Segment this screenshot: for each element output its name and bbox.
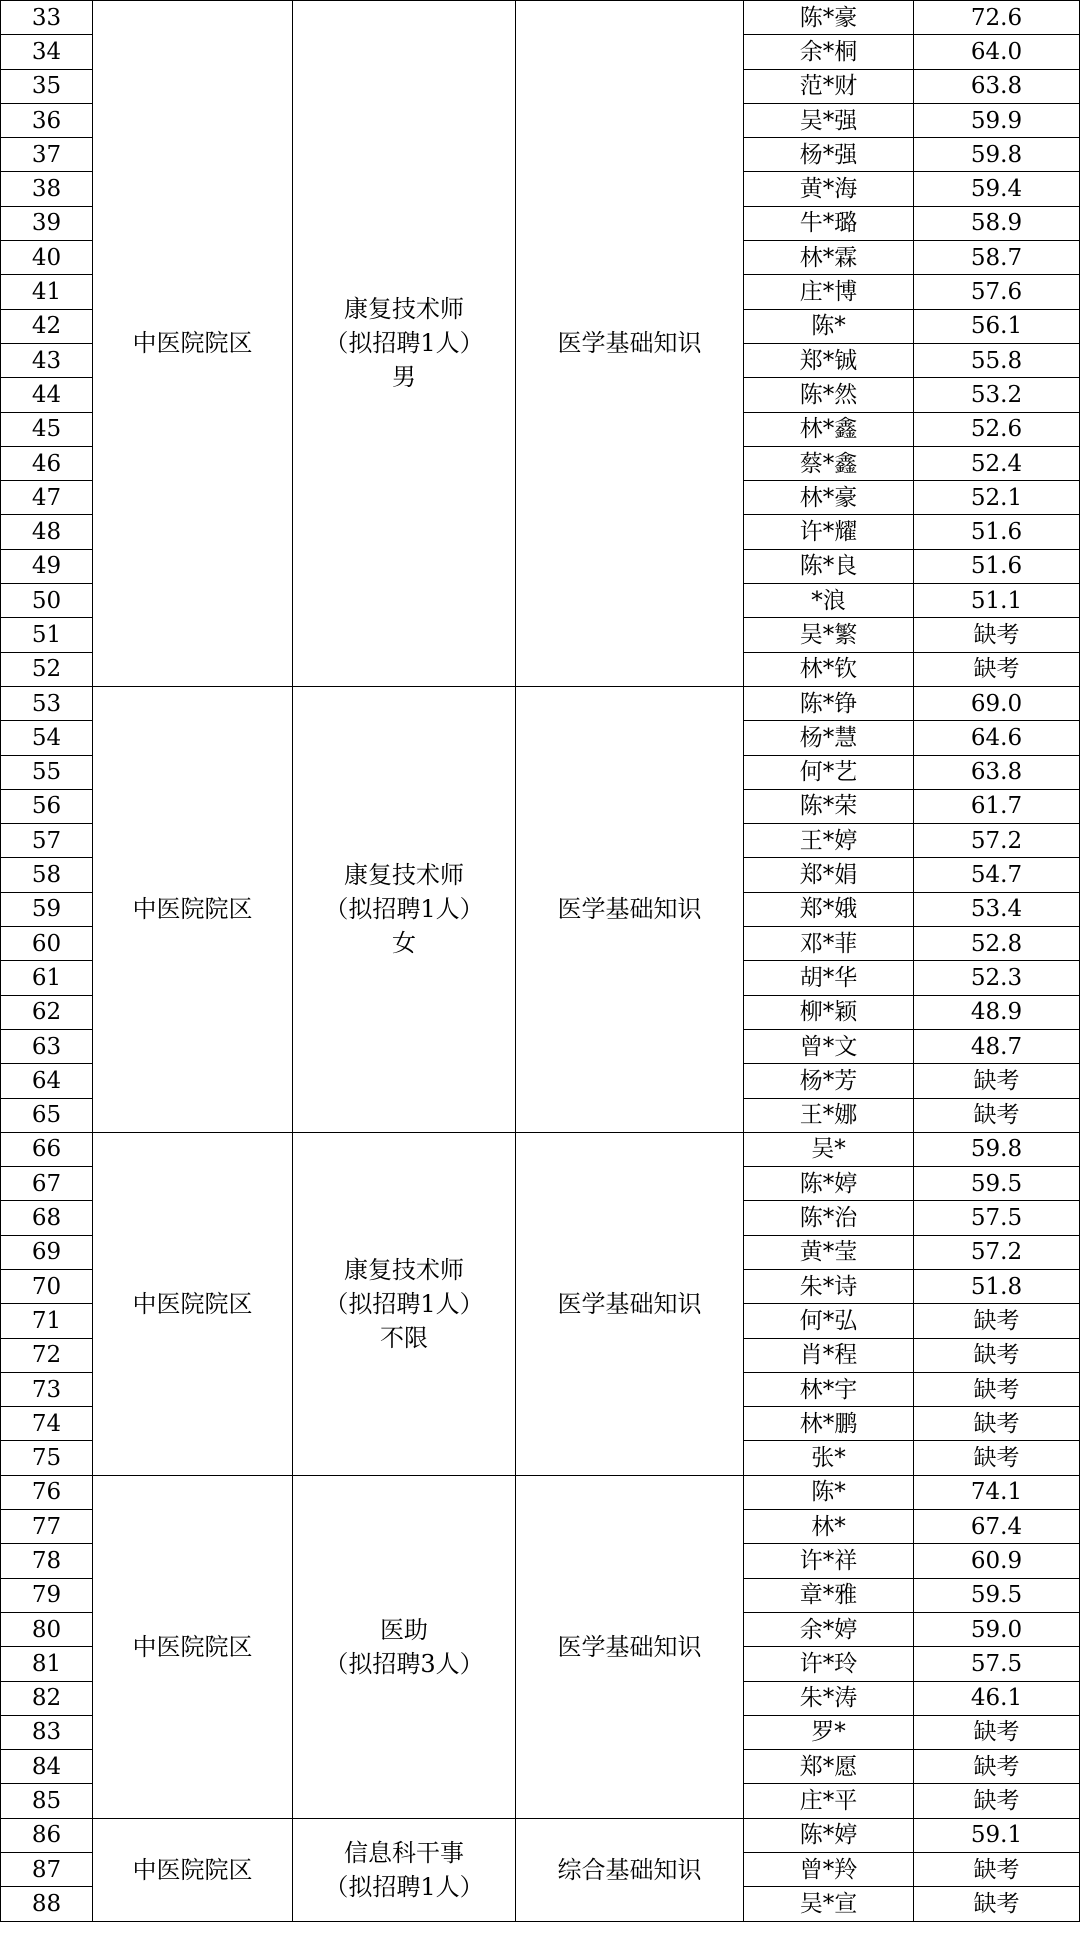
row-number-cell: 85	[1, 1784, 93, 1818]
score-cell: 57.5	[914, 1201, 1080, 1235]
score-cell: 72.6	[914, 1, 1080, 35]
score-cell: 59.5	[914, 1167, 1080, 1201]
candidate-name-cell: 陈*然	[744, 378, 914, 412]
candidate-name-cell: 黄*莹	[744, 1235, 914, 1269]
results-table-body	[1, 1, 1080, 1922]
row-number-cell: 61	[1, 961, 93, 995]
score-cell: 缺考	[914, 1715, 1080, 1749]
position-line: 信息科干事	[344, 1838, 464, 1867]
row-number-cell: 60	[1, 927, 93, 961]
exam-subject-cell: 医学基础知识	[516, 1, 744, 687]
candidate-name-cell: 范*财	[744, 69, 914, 103]
position-cell	[293, 686, 516, 1132]
campus-cell: 中医院院区	[93, 1818, 293, 1921]
table-row	[1, 1818, 1080, 1852]
position-cell	[293, 1, 516, 687]
score-cell: 57.6	[914, 275, 1080, 309]
score-cell: 74.1	[914, 1475, 1080, 1509]
row-number-cell: 69	[1, 1235, 93, 1269]
table-row	[1, 1475, 1080, 1509]
row-number-cell: 40	[1, 241, 93, 275]
candidate-name-cell: 蔡*鑫	[744, 446, 914, 480]
row-number-cell: 82	[1, 1681, 93, 1715]
row-number-cell: 45	[1, 412, 93, 446]
row-number-cell: 50	[1, 584, 93, 618]
position-line: （拟招聘1人）	[324, 1872, 484, 1901]
campus-cell: 中医院院区	[93, 1, 293, 687]
row-number-cell: 43	[1, 343, 93, 377]
score-cell: 46.1	[914, 1681, 1080, 1715]
score-cell: 53.4	[914, 892, 1080, 926]
row-number-cell: 46	[1, 446, 93, 480]
candidate-name-cell: 庄*博	[744, 275, 914, 309]
position-line: 不限	[380, 1323, 428, 1352]
candidate-name-cell: 林*鑫	[744, 412, 914, 446]
row-number-cell: 57	[1, 824, 93, 858]
score-cell: 缺考	[914, 1441, 1080, 1475]
candidate-name-cell: 朱*涛	[744, 1681, 914, 1715]
candidate-name-cell: 何*弘	[744, 1304, 914, 1338]
candidate-name-cell: 林*钦	[744, 652, 914, 686]
row-number-cell: 66	[1, 1132, 93, 1166]
row-number-cell: 62	[1, 995, 93, 1029]
score-cell: 57.2	[914, 1235, 1080, 1269]
candidate-name-cell: *浪	[744, 584, 914, 618]
score-cell: 64.0	[914, 35, 1080, 69]
candidate-name-cell: 许*祥	[744, 1544, 914, 1578]
candidate-name-cell: 黄*海	[744, 172, 914, 206]
row-number-cell: 35	[1, 69, 93, 103]
candidate-name-cell: 吴*宣	[744, 1887, 914, 1921]
score-cell: 55.8	[914, 343, 1080, 377]
score-cell: 缺考	[914, 1407, 1080, 1441]
score-cell: 63.8	[914, 755, 1080, 789]
candidate-name-cell: 何*艺	[744, 755, 914, 789]
row-number-cell: 47	[1, 481, 93, 515]
position-cell	[293, 1132, 516, 1475]
score-cell: 缺考	[914, 1784, 1080, 1818]
candidate-name-cell: 王*娜	[744, 1098, 914, 1132]
candidate-name-cell: 郑*愿	[744, 1750, 914, 1784]
score-cell: 61.7	[914, 789, 1080, 823]
campus-cell: 中医院院区	[93, 686, 293, 1132]
row-number-cell: 48	[1, 515, 93, 549]
row-number-cell: 78	[1, 1544, 93, 1578]
candidate-name-cell: 杨*芳	[744, 1064, 914, 1098]
row-number-cell: 72	[1, 1338, 93, 1372]
row-number-cell: 63	[1, 1029, 93, 1063]
row-number-cell: 74	[1, 1407, 93, 1441]
position-line: （拟招聘3人）	[324, 1649, 484, 1678]
score-cell: 48.7	[914, 1029, 1080, 1063]
table-row	[1, 1132, 1080, 1166]
candidate-name-cell: 余*婷	[744, 1612, 914, 1646]
score-cell: 59.0	[914, 1612, 1080, 1646]
row-number-cell: 70	[1, 1269, 93, 1303]
row-number-cell: 58	[1, 858, 93, 892]
candidate-name-cell: 郑*铖	[744, 343, 914, 377]
score-cell: 52.8	[914, 927, 1080, 961]
score-cell: 52.3	[914, 961, 1080, 995]
score-cell: 51.6	[914, 549, 1080, 583]
candidate-name-cell: 许*耀	[744, 515, 914, 549]
row-number-cell: 34	[1, 35, 93, 69]
score-cell: 52.1	[914, 481, 1080, 515]
score-cell: 缺考	[914, 1887, 1080, 1921]
candidate-name-cell: 陈*	[744, 309, 914, 343]
row-number-cell: 55	[1, 755, 93, 789]
score-cell: 缺考	[914, 1338, 1080, 1372]
candidate-name-cell: 吴*	[744, 1132, 914, 1166]
row-number-cell: 76	[1, 1475, 93, 1509]
candidate-name-cell: 许*玲	[744, 1647, 914, 1681]
row-number-cell: 75	[1, 1441, 93, 1475]
score-cell: 缺考	[914, 1372, 1080, 1406]
exam-subject-cell: 医学基础知识	[516, 1132, 744, 1475]
row-number-cell: 33	[1, 1, 93, 35]
row-number-cell: 73	[1, 1372, 93, 1406]
row-number-cell: 36	[1, 103, 93, 137]
candidate-name-cell: 郑*娟	[744, 858, 914, 892]
candidate-name-cell: 肖*程	[744, 1338, 914, 1372]
candidate-name-cell: 曾*羚	[744, 1853, 914, 1887]
score-cell: 67.4	[914, 1510, 1080, 1544]
row-number-cell: 65	[1, 1098, 93, 1132]
row-number-cell: 88	[1, 1887, 93, 1921]
position-line: 康复技术师	[344, 861, 464, 890]
position-line: （拟招聘1人）	[324, 1289, 484, 1318]
score-cell: 缺考	[914, 1304, 1080, 1338]
position-line: 康复技术师	[344, 1255, 464, 1284]
score-cell: 64.6	[914, 721, 1080, 755]
row-number-cell: 49	[1, 549, 93, 583]
score-cell: 53.2	[914, 378, 1080, 412]
row-number-cell: 67	[1, 1167, 93, 1201]
score-cell: 63.8	[914, 69, 1080, 103]
score-cell: 缺考	[914, 652, 1080, 686]
row-number-cell: 37	[1, 138, 93, 172]
row-number-cell: 87	[1, 1853, 93, 1887]
position-line: （拟招聘1人）	[324, 329, 484, 358]
score-cell: 56.1	[914, 309, 1080, 343]
row-number-cell: 80	[1, 1612, 93, 1646]
row-number-cell: 53	[1, 686, 93, 720]
candidate-name-cell: 陈*铮	[744, 686, 914, 720]
row-number-cell: 64	[1, 1064, 93, 1098]
row-number-cell: 44	[1, 378, 93, 412]
exam-subject-cell: 综合基础知识	[516, 1818, 744, 1921]
score-cell: 51.6	[914, 515, 1080, 549]
position-cell	[293, 1818, 516, 1921]
candidate-name-cell: 曾*文	[744, 1029, 914, 1063]
candidate-name-cell: 庄*平	[744, 1784, 914, 1818]
candidate-name-cell: 吴*繁	[744, 618, 914, 652]
score-cell: 52.6	[914, 412, 1080, 446]
candidate-name-cell: 陈*荣	[744, 789, 914, 823]
candidate-name-cell: 陈*良	[744, 549, 914, 583]
score-cell: 59.5	[914, 1578, 1080, 1612]
score-cell: 59.4	[914, 172, 1080, 206]
candidate-name-cell: 邓*菲	[744, 927, 914, 961]
score-cell: 59.8	[914, 138, 1080, 172]
candidate-name-cell: 林*宇	[744, 1372, 914, 1406]
score-cell: 57.2	[914, 824, 1080, 858]
candidate-name-cell: 陈*	[744, 1475, 914, 1509]
score-cell: 58.7	[914, 241, 1080, 275]
row-number-cell: 81	[1, 1647, 93, 1681]
candidate-name-cell: 牛*璐	[744, 206, 914, 240]
exam-subject-cell: 医学基础知识	[516, 1475, 744, 1818]
exam-subject-cell: 医学基础知识	[516, 686, 744, 1132]
row-number-cell: 42	[1, 309, 93, 343]
table-row	[1, 686, 1080, 720]
row-number-cell: 59	[1, 892, 93, 926]
candidate-name-cell: 王*婷	[744, 824, 914, 858]
score-cell: 51.1	[914, 584, 1080, 618]
candidate-name-cell: 章*雅	[744, 1578, 914, 1612]
score-cell: 缺考	[914, 1098, 1080, 1132]
row-number-cell: 56	[1, 789, 93, 823]
score-cell: 48.9	[914, 995, 1080, 1029]
candidate-name-cell: 吴*强	[744, 103, 914, 137]
campus-cell: 中医院院区	[93, 1475, 293, 1818]
score-cell: 缺考	[914, 1064, 1080, 1098]
candidate-name-cell: 陈*治	[744, 1201, 914, 1235]
score-cell: 54.7	[914, 858, 1080, 892]
candidate-name-cell: 罗*	[744, 1715, 914, 1749]
candidate-name-cell: 陈*婷	[744, 1818, 914, 1852]
table-row	[1, 1, 1080, 35]
candidate-name-cell: 林*豪	[744, 481, 914, 515]
campus-cell: 中医院院区	[93, 1132, 293, 1475]
score-cell: 60.9	[914, 1544, 1080, 1578]
row-number-cell: 54	[1, 721, 93, 755]
row-number-cell: 83	[1, 1715, 93, 1749]
score-cell: 58.9	[914, 206, 1080, 240]
candidate-name-cell: 余*桐	[744, 35, 914, 69]
row-number-cell: 79	[1, 1578, 93, 1612]
score-cell: 59.9	[914, 103, 1080, 137]
row-number-cell: 84	[1, 1750, 93, 1784]
score-cell: 缺考	[914, 1853, 1080, 1887]
row-number-cell: 68	[1, 1201, 93, 1235]
row-number-cell: 71	[1, 1304, 93, 1338]
score-cell: 51.8	[914, 1269, 1080, 1303]
score-cell: 52.4	[914, 446, 1080, 480]
candidate-name-cell: 林*鹏	[744, 1407, 914, 1441]
candidate-name-cell: 郑*娥	[744, 892, 914, 926]
candidate-name-cell: 陈*婷	[744, 1167, 914, 1201]
row-number-cell: 39	[1, 206, 93, 240]
position-line: 女	[392, 929, 416, 958]
row-number-cell: 41	[1, 275, 93, 309]
candidate-name-cell: 杨*强	[744, 138, 914, 172]
score-cell: 57.5	[914, 1647, 1080, 1681]
score-cell: 缺考	[914, 618, 1080, 652]
score-cell: 69.0	[914, 686, 1080, 720]
row-number-cell: 86	[1, 1818, 93, 1852]
position-line: （拟招聘1人）	[324, 895, 484, 924]
candidate-name-cell: 朱*诗	[744, 1269, 914, 1303]
position-line: 男	[392, 363, 416, 392]
score-cell: 59.8	[914, 1132, 1080, 1166]
row-number-cell: 51	[1, 618, 93, 652]
candidate-name-cell: 胡*华	[744, 961, 914, 995]
candidate-name-cell: 林*霖	[744, 241, 914, 275]
candidate-name-cell: 林*	[744, 1510, 914, 1544]
candidate-name-cell: 柳*颖	[744, 995, 914, 1029]
position-line: 医助	[380, 1615, 428, 1644]
position-cell	[293, 1475, 516, 1818]
row-number-cell: 38	[1, 172, 93, 206]
position-line: 康复技术师	[344, 295, 464, 324]
row-number-cell: 52	[1, 652, 93, 686]
candidate-name-cell: 张*	[744, 1441, 914, 1475]
candidate-name-cell: 杨*慧	[744, 721, 914, 755]
score-cell: 59.1	[914, 1818, 1080, 1852]
score-cell: 缺考	[914, 1750, 1080, 1784]
candidate-name-cell: 陈*豪	[744, 1, 914, 35]
row-number-cell: 77	[1, 1510, 93, 1544]
